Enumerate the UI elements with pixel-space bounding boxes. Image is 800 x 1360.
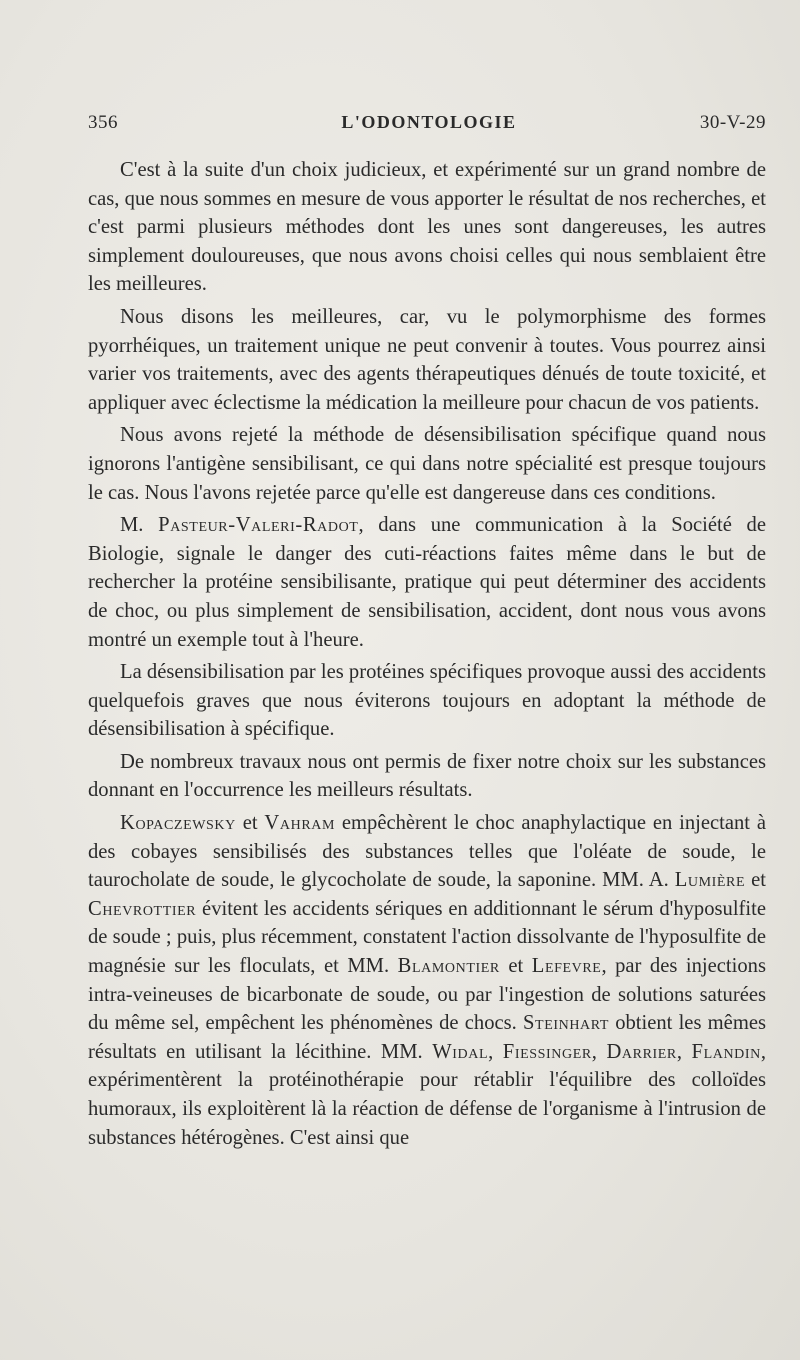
paragraph: De nombreux travaux nous ont permis de fixer notre choix sur les substances donnant en l'occurrence les meilleurs résultats.: [88, 750, 766, 802]
author-name: Fiessinger: [502, 1040, 592, 1063]
text-run: et: [235, 812, 265, 835]
text-run: M.: [120, 514, 159, 537]
author-name: Lefevre: [531, 955, 602, 978]
text-run: ,: [488, 1040, 503, 1063]
author-name: Widal: [432, 1040, 489, 1063]
author-name: Flandin: [691, 1040, 761, 1063]
author-name: Steinhart: [523, 1012, 609, 1035]
issue-date: 30-V-29: [699, 112, 766, 133]
text-run: , par des injections intra-veineuses de bicarbonate de soude, ou par l'ingestion de solutions saturées du même sel, empêchent les phénomènes de chocs.: [88, 955, 766, 1035]
author-name: Vahram: [264, 812, 336, 835]
author-name: Darrier: [606, 1040, 677, 1063]
paragraph: Nous disons les meilleures, car, vu le polymorphisme des formes pyorrhéiques, un traitement unique ne peut convenir à toutes. Vous pourrez ainsi varier vos traitements, avec des agents thérapeutiques dénués de toute toxicité, et appliquer avec éclectisme la médication la meilleure pour chacun de vos patients.: [88, 305, 766, 414]
text-run: obtient les mêmes résultats en utilisant la lécithine. MM.: [88, 1012, 766, 1063]
text-run: empêchèrent le choc anaphylactique en injectant à des cobayes sensibilisés des substances telles que l'oléate de soude, le taurocholate de soude, le glycocholate de soude, la saponine. MM. A.: [88, 812, 766, 892]
author-name: Lumière: [674, 869, 746, 892]
text-run: ,: [591, 1040, 607, 1063]
text-run: , expérimentèrent la protéinothérapie pour rétablir l'équilibre des colloïdes humoraux, ils exploitèrent là la réaction de défense de l'organisme à l'intrusion de substances hétérogènes. C'est ainsi que: [88, 1040, 767, 1149]
text-run: ,: [676, 1040, 692, 1063]
author-name: Kopaczewsky: [120, 812, 236, 835]
author-name: Blamontier: [397, 955, 500, 978]
paragraph: Nous avons rejeté la méthode de désensibilisation spécifique quand nous ignorons l'antigène sensibilisant, ce qui dans notre spécialité est presque toujours le cas. Nous l'avons rejetée parce qu'elle est dangereuse dans ces conditions.: [88, 424, 766, 504]
paragraph: [88, 809, 766, 1152]
page-number: 356: [88, 112, 118, 133]
text-run: , dans une communication à la Société de Biologie, signale le danger des cuti-réactions faites même dans le but de rechercher la protéine sensibilisante, pratique qui peut déterminer des accidents de choc, ou plus simplement de sensibilisation, accident, dont nous vous avons montré un exemple tout à l'heure.: [88, 514, 766, 651]
paragraph: [88, 511, 766, 654]
journal-title: L'ODONTOLOGIE: [341, 112, 517, 132]
paragraph: La désensibilisation par les protéines spécifiques provoque aussi des accidents quelquefois graves que nous éviterons toujours en adoptant la méthode de désensibilisation à spécifique.: [88, 661, 766, 741]
text-run: et: [745, 869, 766, 892]
text-run: et: [499, 955, 532, 978]
article-body: [88, 156, 766, 1152]
author-name: Chevrottier: [88, 897, 197, 920]
page-header: [88, 112, 766, 142]
paragraph: C'est à la suite d'un choix judicieux, et expérimenté sur un grand nombre de cas, que nous sommes en mesure de vous apporter le résultat de nos recherches, et c'est parmi plusieurs méthodes dont les unes sont dangereuses, les autres simplement douloureuses, que nous avons choisi celles qui nous semblaient être les meilleures.: [88, 159, 766, 296]
text-run: évitent les accidents sériques en additionnant le sérum d'hyposulfite de soude ; puis, plus récemment, constatent l'action dissolvante de l'hyposulfite de magnésie sur les floculats, et MM.: [88, 897, 766, 978]
author-name: Pasteur-Valeri-Radot: [158, 514, 359, 537]
